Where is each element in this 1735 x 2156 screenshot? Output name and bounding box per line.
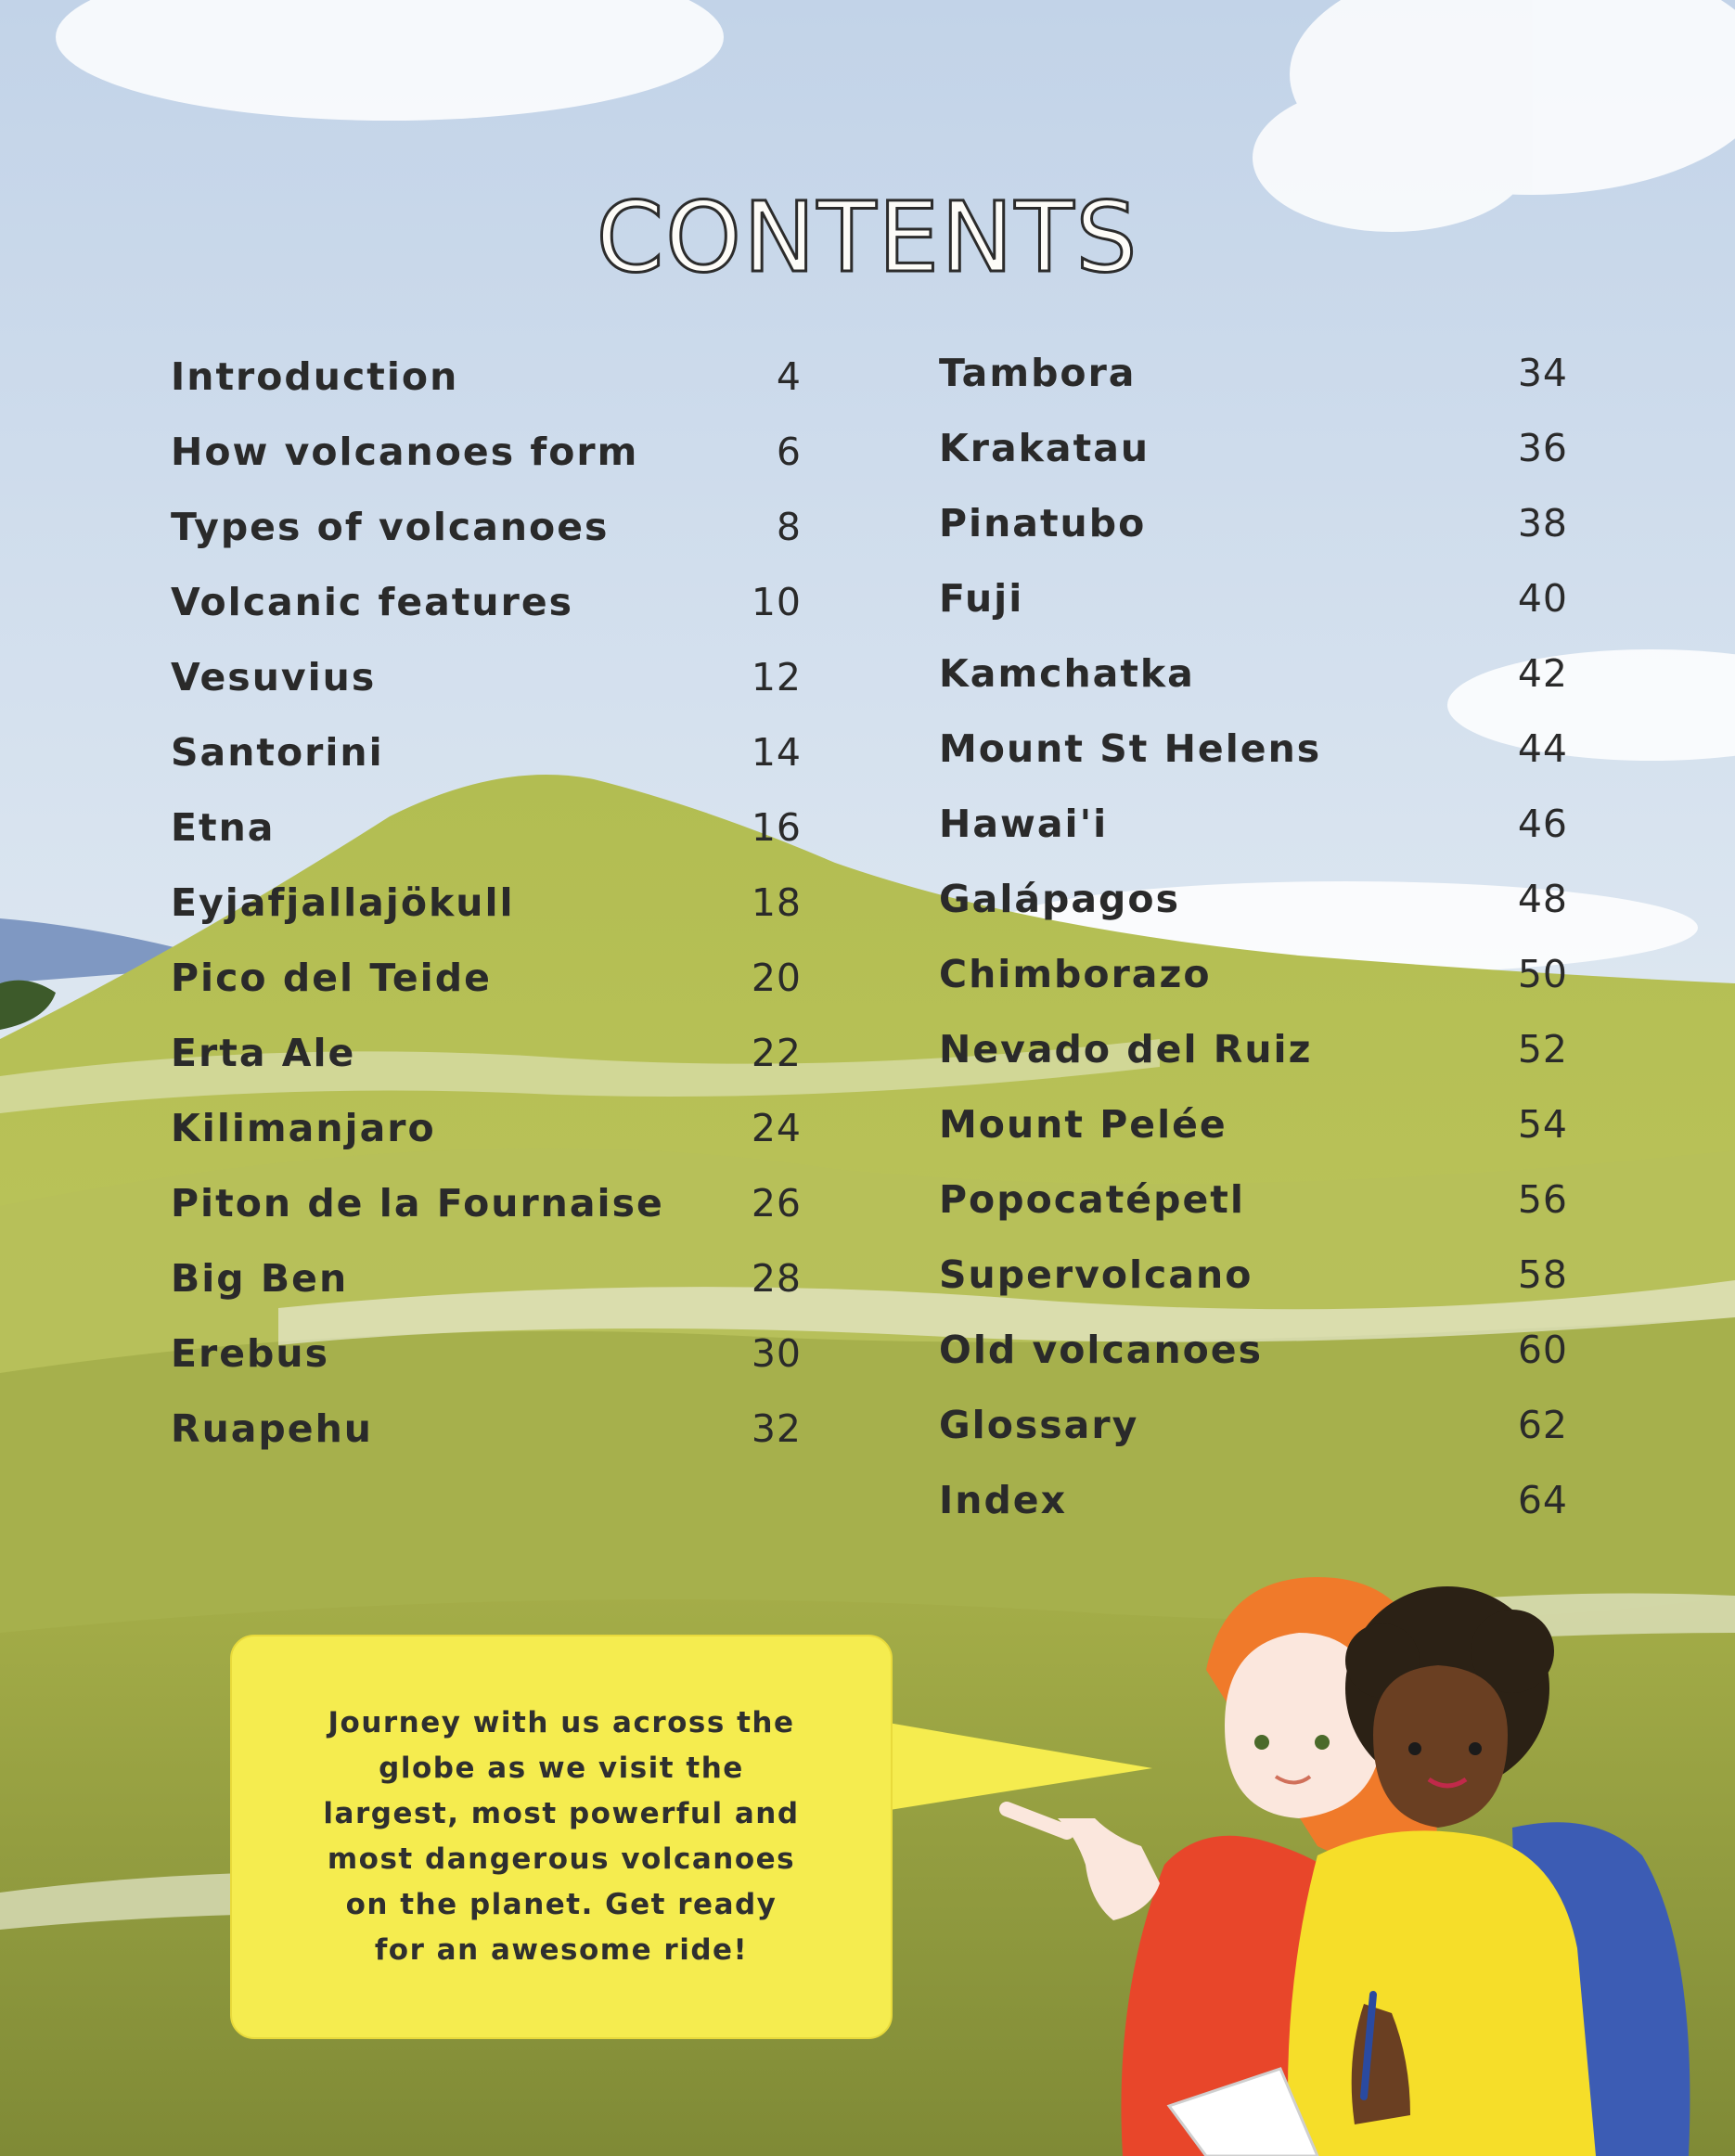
entry-title: Galápagos xyxy=(939,877,1180,921)
contents-column-right xyxy=(939,351,1568,1553)
entry-page-number: 14 xyxy=(751,730,802,775)
contents-entry xyxy=(171,1331,802,1406)
entry-title: Types of volcanoes xyxy=(171,505,610,549)
contents-entry xyxy=(939,1177,1568,1252)
entry-page-number: 4 xyxy=(776,354,802,399)
entry-page-number: 10 xyxy=(751,580,802,624)
entry-title: Pico del Teide xyxy=(171,956,492,1000)
entry-page-number: 60 xyxy=(1517,1328,1568,1372)
entry-title: Ruapehu xyxy=(171,1406,373,1451)
entry-page-number: 50 xyxy=(1517,952,1568,996)
entry-title: Krakatau xyxy=(939,426,1150,470)
contents-entry xyxy=(939,1102,1568,1177)
contents-entry xyxy=(939,1403,1568,1478)
contents-entry xyxy=(939,351,1568,426)
entry-title: Popocatépetl xyxy=(939,1177,1245,1222)
entry-title: Etna xyxy=(171,805,276,850)
contents-entry xyxy=(171,430,802,505)
entry-page-number: 52 xyxy=(1517,1027,1568,1072)
contents-entry xyxy=(939,426,1568,501)
contents-entry xyxy=(171,1031,802,1106)
entry-page-number: 38 xyxy=(1517,501,1568,545)
entry-title: Erta Ale xyxy=(171,1031,356,1075)
entry-title: Mount St Helens xyxy=(939,726,1322,771)
entry-page-number: 48 xyxy=(1517,877,1568,921)
entry-title: Supervolcano xyxy=(939,1252,1253,1297)
contents-entry xyxy=(939,1027,1568,1102)
entry-title: Hawai'i xyxy=(939,802,1109,846)
entry-title: Big Ben xyxy=(171,1256,349,1301)
entry-title: Old volcanoes xyxy=(939,1328,1264,1372)
contents-entry xyxy=(171,880,802,956)
contents-entry xyxy=(939,1478,1568,1553)
entry-page-number: 30 xyxy=(751,1331,802,1376)
speech-bubble xyxy=(230,1635,893,2039)
entry-title: Volcanic features xyxy=(171,580,574,624)
contents-entry xyxy=(171,655,802,730)
entry-page-number: 42 xyxy=(1517,651,1568,696)
entry-title: Mount Pelée xyxy=(939,1102,1227,1147)
contents-entry xyxy=(171,730,802,805)
entry-page-number: 64 xyxy=(1517,1478,1568,1522)
entry-title: Pinatubo xyxy=(939,501,1147,545)
entry-page-number: 62 xyxy=(1517,1403,1568,1447)
entry-page-number: 20 xyxy=(751,956,802,1000)
entry-page-number: 44 xyxy=(1517,726,1568,771)
contents-entry xyxy=(171,354,802,430)
entry-title: Kamchatka xyxy=(939,651,1195,696)
entry-page-number: 34 xyxy=(1517,351,1568,395)
entry-title: Glossary xyxy=(939,1403,1139,1447)
contents-entry xyxy=(171,1181,802,1256)
contents-entry xyxy=(939,877,1568,952)
entry-page-number: 16 xyxy=(751,805,802,850)
entry-title: How volcanoes form xyxy=(171,430,639,474)
entry-page-number: 26 xyxy=(751,1181,802,1226)
entry-title: Index xyxy=(939,1478,1068,1522)
entry-page-number: 22 xyxy=(751,1031,802,1075)
entry-page-number: 18 xyxy=(751,880,802,925)
entry-title: Kilimanjaro xyxy=(171,1106,436,1150)
contents-entry xyxy=(939,651,1568,726)
contents-entry xyxy=(171,956,802,1031)
contents-entry xyxy=(939,726,1568,802)
contents-entry xyxy=(171,1106,802,1181)
entry-title: Santorini xyxy=(171,730,384,775)
contents-entry xyxy=(939,802,1568,877)
entry-page-number: 58 xyxy=(1517,1252,1568,1297)
entry-page-number: 24 xyxy=(751,1106,802,1150)
entry-page-number: 36 xyxy=(1517,426,1568,470)
entry-page-number: 40 xyxy=(1517,576,1568,621)
speech-bubble-tail xyxy=(872,1716,1160,1818)
entry-page-number: 56 xyxy=(1517,1177,1568,1222)
contents-entry xyxy=(171,580,802,655)
entry-page-number: 12 xyxy=(751,655,802,699)
contents-column-left xyxy=(171,354,802,1482)
entry-page-number: 32 xyxy=(751,1406,802,1451)
contents-entry xyxy=(939,501,1568,576)
entry-page-number: 8 xyxy=(776,505,802,549)
contents-entry xyxy=(171,1256,802,1331)
contents-entry xyxy=(939,1252,1568,1328)
contents-entry xyxy=(171,805,802,880)
contents-entry xyxy=(171,505,802,580)
entry-title: Tambora xyxy=(939,351,1137,395)
contents-entry xyxy=(939,1328,1568,1403)
entry-title: Introduction xyxy=(171,354,459,399)
entry-title: Piton de la Fournaise xyxy=(171,1181,664,1226)
entry-title: Nevado del Ruiz xyxy=(939,1027,1313,1072)
entry-page-number: 6 xyxy=(776,430,802,474)
contents-entry xyxy=(171,1406,802,1482)
entry-page-number: 28 xyxy=(751,1256,802,1301)
entry-title: Eyjafjallajökull xyxy=(171,880,515,925)
entry-page-number: 46 xyxy=(1517,802,1568,846)
contents-entry xyxy=(939,952,1568,1027)
entry-title: Chimborazo xyxy=(939,952,1212,996)
contents-entry xyxy=(939,576,1568,651)
entry-title: Erebus xyxy=(171,1331,329,1376)
entry-page-number: 54 xyxy=(1517,1102,1568,1147)
page-title: CONTENTS xyxy=(596,181,1139,294)
entry-title: Fuji xyxy=(939,576,1024,621)
speech-bubble-text: Journey with us across the globe as we visit the largest, most powerful and most dangerous volcanoes on the planet. Get ready for an awesome ride! xyxy=(323,1706,800,1967)
entry-title: Vesuvius xyxy=(171,655,377,699)
